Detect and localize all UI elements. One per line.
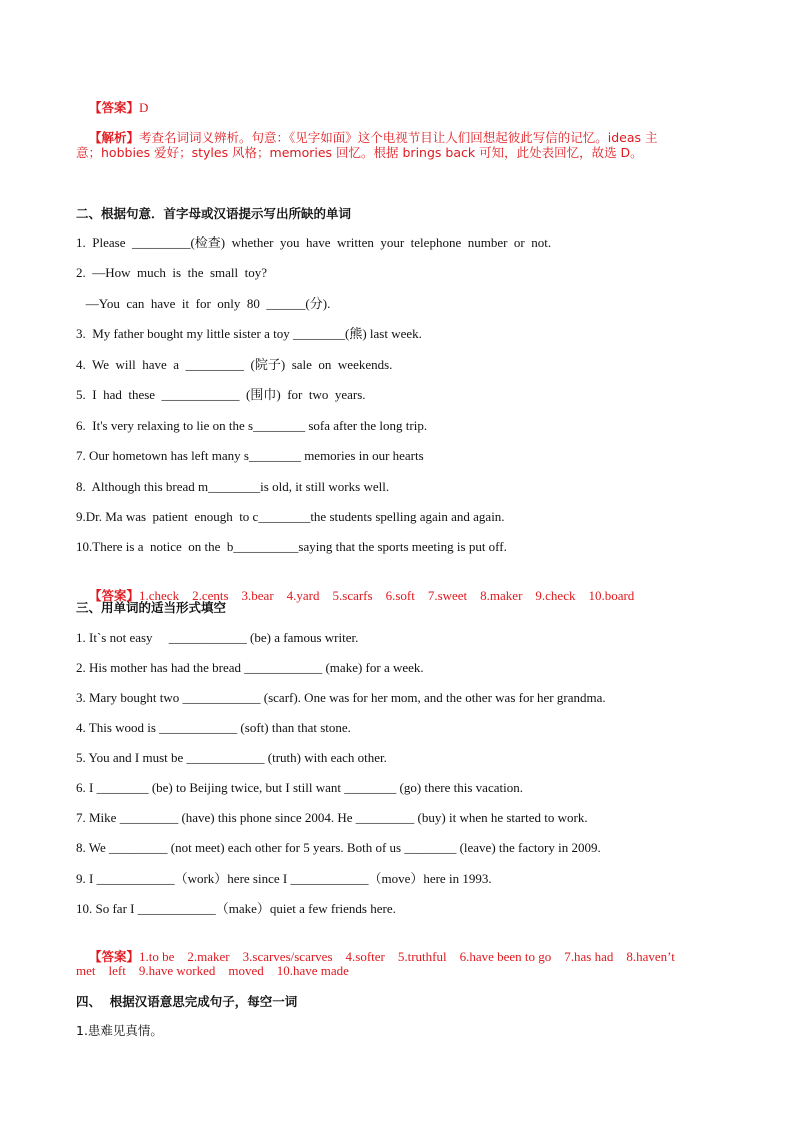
answer-value: D: [139, 100, 149, 115]
section-3-heading: 三、用单词的适当形式填空: [76, 600, 227, 615]
section-3-answer-text-1: 1.to be 2.maker 3.scarves/scarves 4.softer 5.truthful 6.have been to go 7.has had 8.haven’t: [139, 949, 675, 964]
section-3-item-6: 6. I ________ (be) to Beijing twice, but I still want ________ (go) there this vacation.: [76, 780, 523, 795]
section-4-item-1: 1.患难见真情。: [76, 1023, 163, 1038]
section-2-item-7: 7. Our hometown has left many s________ memories in our hearts: [76, 448, 424, 463]
section-3-item-10: 10. So far I ____________（make）quiet a few friends here.: [76, 901, 396, 916]
section-3-item-9: 9. I ____________（work）here since I ____________（move）here in 1993.: [76, 871, 492, 886]
analysis-text-1: 考查名词词义辨析。句意：《见字如面》这个电视节目让人们回想起彼此写信的记忆。ideas 主: [139, 130, 658, 145]
analysis-label: 【解析】: [89, 130, 140, 145]
section-3-item-1: 1. It`s not easy ____________ (be) a famous writer.: [76, 630, 359, 645]
section-2-item-10: 10.There is a notice on the b__________saying that the sports meeting is put off.: [76, 539, 507, 554]
section-2-answer-text: 1.check 2.cents 3.bear 4.yard 5.scarfs 6.soft 7.sweet 8.maker 9.check 10.board: [139, 588, 635, 603]
section-2-item-6: 6. It's very relaxing to lie on the s________ sofa after the long trip.: [76, 418, 428, 433]
section-3-answer-line-2: met left 9.have worked moved 10.have made: [76, 963, 349, 978]
answer-label: 【答案】: [89, 100, 140, 115]
section-3-item-5: 5. You and I must be ____________ (truth) with each other.: [76, 750, 387, 765]
section-2-heading: 二、根据句意．首字母或汉语提示写出所缺的单词: [76, 206, 352, 221]
section-2-item-1: 1. Please _________(检查) whether you have written your telephone number or not.: [76, 235, 552, 250]
section-3-item-8: 8. We _________ (not meet) each other for 5 years. Both of us ________ (leave) the factory in 2009.: [76, 840, 601, 855]
section-3-item-3: 3. Mary bought two ____________ (scarf). One was for her mom, and the other was for her grandma.: [76, 690, 606, 705]
section-2-item-9: 9.Dr. Ma was patient enough to c________the students spelling again and again.: [76, 509, 505, 524]
section-3-answer-label: 【答案】: [89, 949, 140, 964]
section-3-item-4: 4. This wood is ____________ (soft) than that stone.: [76, 720, 351, 735]
section-3-item-7: 7. Mike _________ (have) this phone since 2004. He _________ (buy) it when he started to work.: [76, 810, 588, 825]
section-2-answer-label: 【答案】: [89, 588, 140, 603]
section-2-item-3: 3. My father bought my little sister a toy ________(熊) last week.: [76, 326, 422, 341]
analysis-line-2: 意；hobbies 爱好；styles 风格；memories 回忆。根据 brings back 可知，此处表回忆，故选 D。: [76, 145, 643, 160]
section-4-heading: 四、 根据汉语意思完成句子，每空一词: [76, 994, 298, 1009]
section-2-item-8: 8. Although this bread m________is old, it still works well.: [76, 479, 390, 494]
section-2-item-5: 5. I had these ____________ (围巾) for two years.: [76, 387, 366, 402]
section-2-item-2: 2. —How much is the small toy?: [76, 265, 268, 280]
section-3-item-2: 2. His mother has had the bread ____________ (make) for a week.: [76, 660, 424, 675]
section-2-item-2b: —You can have it for only 80 ______(分).: [76, 296, 331, 311]
section-2-item-4: 4. We will have a _________ (院子) sale on weekends.: [76, 357, 393, 372]
